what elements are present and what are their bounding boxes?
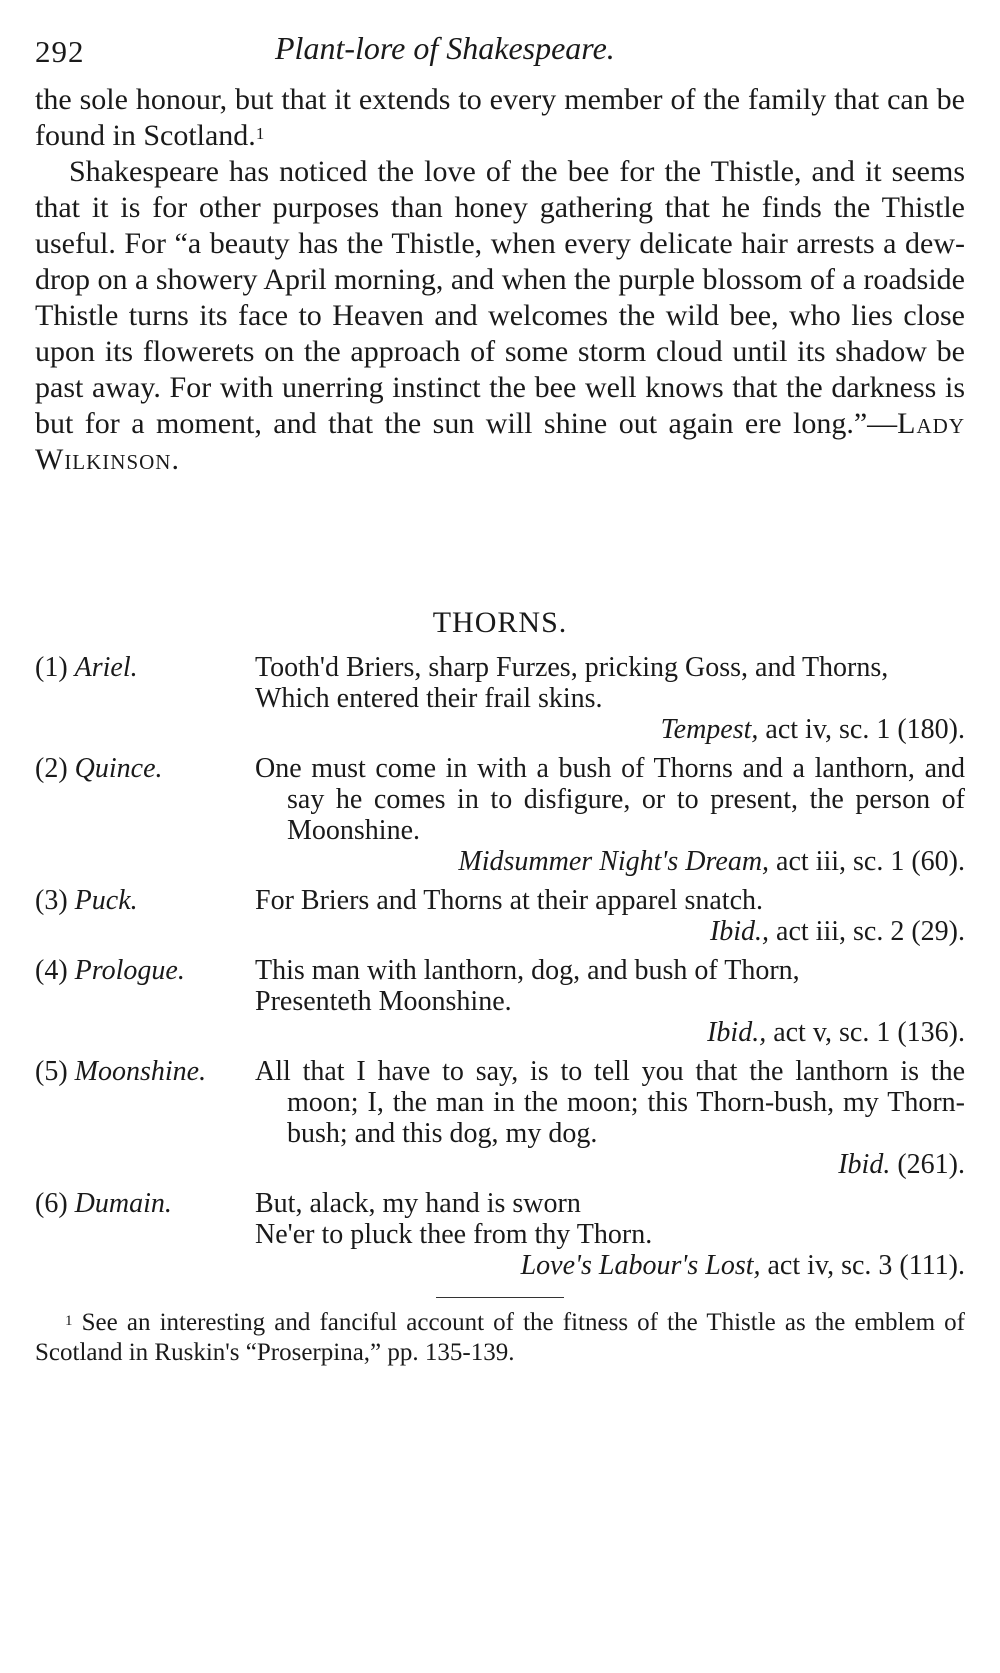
- paragraph-text: the sole honour, but that it extends to every member of the family that can be found in Scotland.: [35, 83, 965, 152]
- quote-author: Lady Wilkinson.: [35, 407, 965, 476]
- speaker-name: Moonshine.: [74, 1056, 207, 1087]
- verse-line: This man with lanthorn, dog, and bush of Thorn,: [255, 955, 800, 986]
- citation: [255, 1017, 965, 1048]
- footnote-text: See an interesting and fanciful account of the fitness of the Thistle as the emblem of Scotland in Ruskin's “Proserpina,” pp. 135-139.: [35, 1309, 965, 1366]
- quotation-entry: [35, 753, 965, 877]
- quotation-body: [255, 885, 965, 947]
- citation: [255, 1250, 965, 1281]
- page-number: 292: [35, 34, 85, 69]
- citation-title: Ibid.: [838, 1149, 891, 1180]
- citation: [255, 1149, 965, 1180]
- paragraph-text: Shakespeare has noticed the love of the bee for the Thistle, and it seems that it is for other purposes than honey gathering that he finds the Thistle useful. For “a beauty has the Thistle, when every delicate hair arrests a dew-drop on a showery April morning, and when the purple blossom of a roadside Thistle turns its face to Heaven and welcomes the wild bee, who lies close upon its flowerets on the approach of some storm cloud until its shadow be past away. For with unerring instinct the bee well knows that the darkness is but for a moment, and that the sun will shine out again ere long.”—: [35, 155, 965, 440]
- citation: [255, 714, 965, 745]
- citation-title: Midsummer Night's Dream,: [458, 846, 770, 877]
- citation: [255, 916, 965, 947]
- quotation-entry: [35, 885, 965, 947]
- citation-title: Tempest,: [660, 714, 759, 745]
- footnote-mark: 1: [65, 1313, 73, 1329]
- speaker-name: Puck.: [74, 885, 138, 916]
- quotation-entry: [35, 652, 965, 745]
- quotation-number: (6): [35, 1188, 68, 1219]
- verse-line: Tooth'd Briers, sharp Furzes, pricking Goss, and Thorns,: [255, 652, 889, 683]
- verse-line: But, alack, my hand is sworn: [255, 1188, 581, 1219]
- quotation-number: (3): [35, 885, 68, 916]
- verse-line: Which entered their frail skins.: [255, 683, 603, 714]
- citation-location: act iv, sc. 1 (180).: [758, 714, 965, 745]
- speaker-name: Quince.: [74, 753, 163, 784]
- citation-location: act iv, sc. 3 (111).: [760, 1250, 965, 1281]
- quotation-body: [255, 1056, 965, 1180]
- book-page: [35, 26, 965, 1368]
- quotation-label: [35, 652, 255, 745]
- speaker-name: Prologue.: [74, 955, 185, 986]
- speaker-name: Dumain.: [74, 1188, 172, 1219]
- citation-title: Ibid.,: [709, 916, 770, 947]
- verse-line: For Briers and Thorns at their apparel snatch.: [255, 885, 764, 916]
- quotation-body: [255, 652, 965, 745]
- section-title: THORNS.: [432, 606, 568, 639]
- citation-location: act v, sc. 1 (136).: [766, 1017, 965, 1048]
- footnote-divider: [436, 1297, 564, 1298]
- verse-line: One must come in with a bush of Thorns and a lanthorn, and say he comes in to disfigure, or to present, the person of Moonshine.: [255, 753, 965, 846]
- quotation-label: [35, 753, 255, 877]
- paragraph-thistle-bee: [35, 154, 965, 478]
- quotation-label: [35, 1188, 255, 1281]
- quotation-label: [35, 1056, 255, 1180]
- citation-location: (261).: [890, 1149, 965, 1180]
- citation-title: Ibid.,: [707, 1017, 767, 1048]
- quotation-number: (4): [35, 955, 68, 986]
- citation: [255, 846, 965, 877]
- footnote: [35, 1308, 965, 1368]
- verse-line: All that I have to say, is to tell you that the lanthorn is the moon; I, the man in the moon; this Thorn-bush, my Thorn-bush; and this dog, my dog.: [255, 1056, 965, 1149]
- quotation-body: [255, 753, 965, 877]
- quotation-number: (1): [35, 652, 68, 683]
- quotation-number: (5): [35, 1056, 68, 1087]
- verse-line: Presenteth Moonshine.: [255, 986, 512, 1017]
- quotation-label: [35, 885, 255, 947]
- quotation-body: [255, 1188, 965, 1281]
- verse-line: Ne'er to pluck thee from thy Thorn.: [255, 1219, 653, 1250]
- running-title: Plant-lore of Shakespeare.: [275, 30, 615, 66]
- citation-title: Love's Labour's Lost,: [520, 1250, 761, 1281]
- quotation-label: [35, 955, 255, 1048]
- quotation-list: [35, 652, 965, 1281]
- quotation-entry: [35, 955, 965, 1048]
- footnote-reference: 1: [255, 124, 265, 143]
- quotation-number: (2): [35, 753, 68, 784]
- quotation-body: [255, 955, 965, 1048]
- quotation-entry: [35, 1188, 965, 1281]
- citation-location: act iii, sc. 1 (60).: [769, 846, 965, 877]
- citation-location: act iii, sc. 2 (29).: [769, 916, 965, 947]
- quotation-entry: [35, 1056, 965, 1180]
- speaker-name: Ariel.: [74, 652, 138, 683]
- page-header: [35, 26, 965, 82]
- paragraph-continued: [35, 82, 965, 154]
